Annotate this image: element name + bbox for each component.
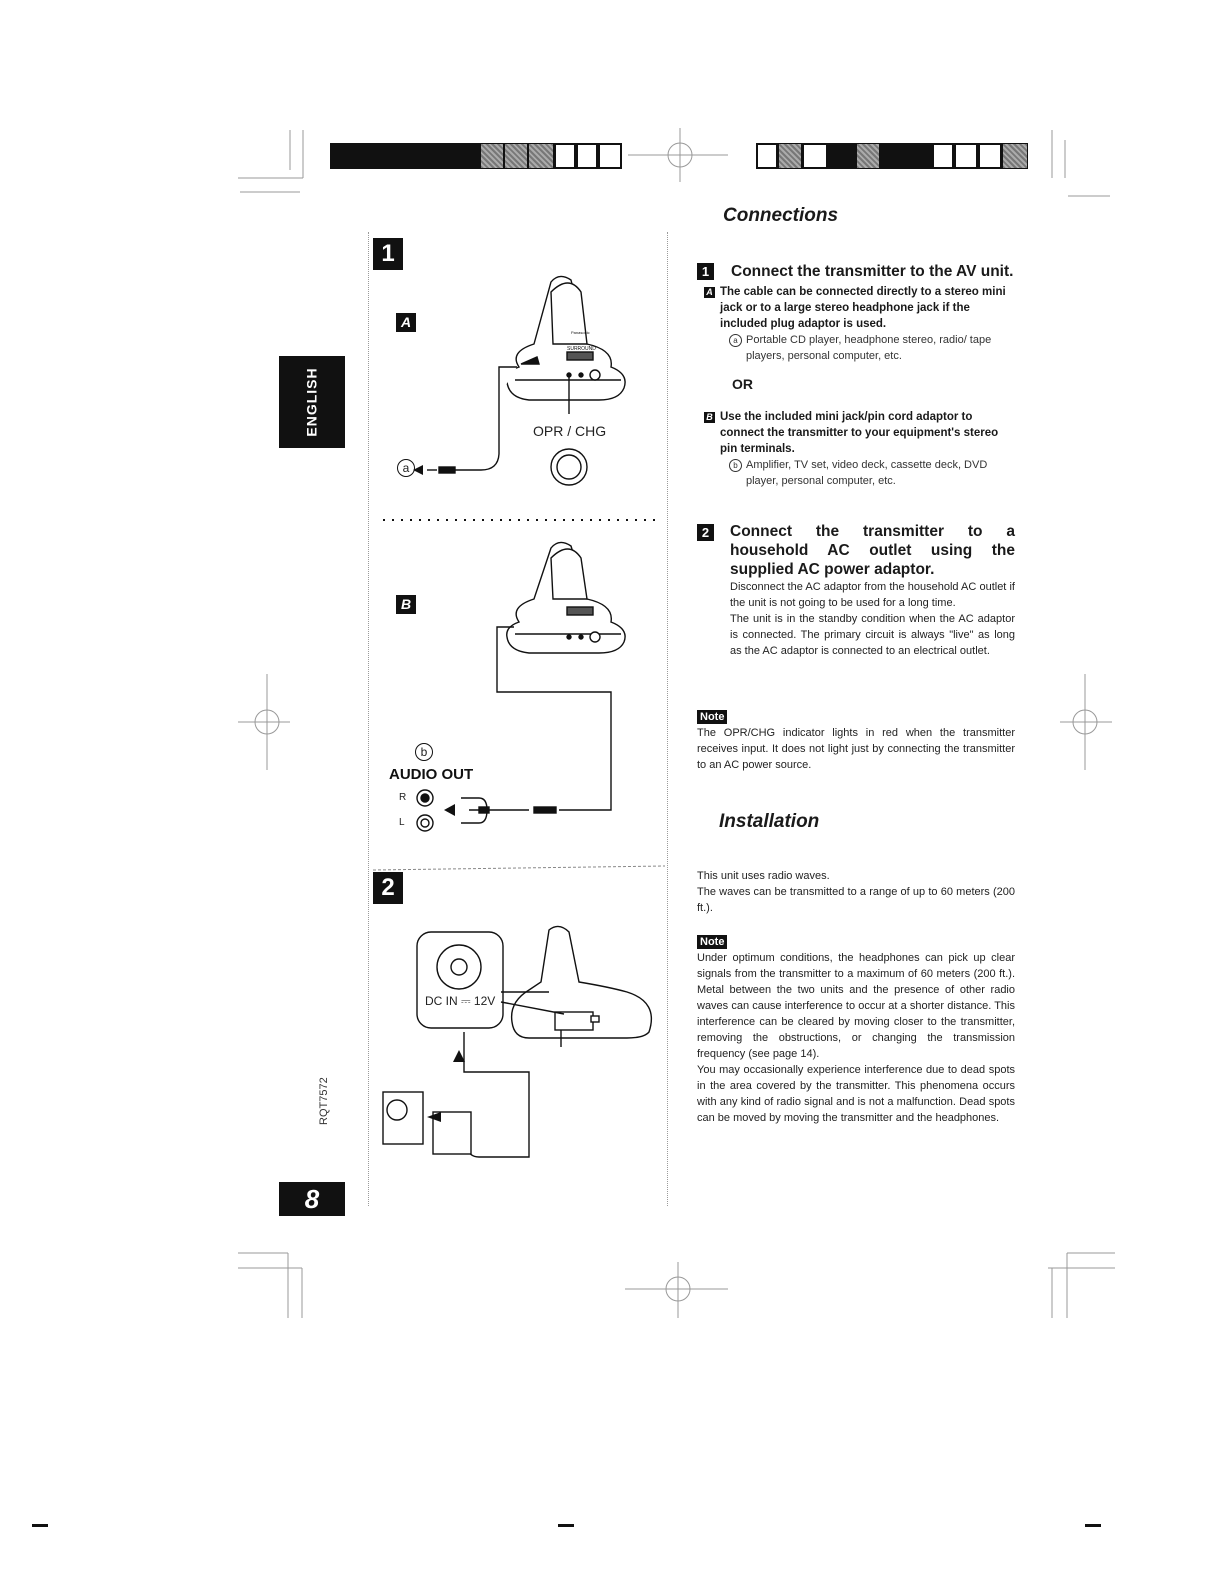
example-b-marker: b [729,459,742,472]
note-badge: Note [697,710,727,724]
r-label: R [399,792,407,803]
language-tab [279,356,345,448]
connections-note-text: The OPR/CHG indicator lights in red when the transmitter receives input. It does not light just by connecting the transmitter to an AC power source. [697,727,1015,771]
connections-note [697,707,1015,773]
installation-note [697,932,1015,1126]
or-label: OR [732,376,753,392]
installation-note-para1: Under optimum conditions, the headphones can pick up clear signals from the transmitter to a maximum of 60 meters (200 ft.). Metal between the two units and the presence of other radio waves can cause interference to occur at a shorter distance. This interference can be cleared by moving closer to the transmitter, removing the obstructions, or changing the transmission frequency (see page 14). [697,952,1015,1060]
installation-note-para2: You may occasionally experience interference due to dead spots in the area covered by the transmitter. This phenomena occurs with any kind of radio signal and is not a malfunction. Dead spots can be moved by moving the transmitter and the headphones. [697,1064,1015,1124]
installation-note-badge: Note [697,935,727,949]
panel-b-badge: B [400,596,412,612]
connections-title: Connections [723,205,839,226]
installation-para1: This unit uses radio waves. [697,870,830,882]
l-label: L [399,817,405,828]
installation-section [697,868,1015,916]
panel-a-badge: A [400,314,412,330]
step2-badge: 2 [381,874,395,901]
step2-section [697,522,1015,659]
step2-para1: Disconnect the AC adaptor from the household AC outlet if the unit is not going to be used for a long time. [730,581,1015,609]
brand-mark: Panasonic [571,330,590,335]
step1-a-text: The cable can be connected directly to a stereo mini jack or to a large stereo headphone jack if the included plug adaptor is used. [720,286,1006,330]
step1-section [697,262,1015,489]
installation-para2: The waves can be transmitted to a range of up to 60 meters (200 ft.). [697,886,1015,914]
connection-diagram [369,232,667,1206]
audio-out-label: AUDIO OUT [389,766,474,783]
surround-mark: SURROUND [567,346,596,352]
step1-a-badge: A [704,287,715,298]
page-number: 8 [279,1182,345,1216]
step1-badge: 1 [381,240,395,267]
step1-heading: Connect the transmitter to the AV unit. [731,263,1014,280]
marker-b: b [415,743,433,761]
opr-chg-label: OPR / CHG [533,423,607,439]
connection-figure [368,232,668,1206]
model-code: RQT7572 [318,1077,330,1125]
step1-b-text: Use the included mini jack/pin cord adaptor to connect the transmitter to your equipment's stereo pin terminals. [720,411,999,455]
step2-heading: Connect the transmitter to a household AC outlet using the supplied AC power adaptor. [730,523,1015,578]
step1-a-example: Portable CD player, headphone stereo, radio/ tape players, personal computer, etc. [746,334,992,362]
dc-in-label: DC IN ⎓ 12V [425,994,496,1008]
header-bar-right [756,143,1028,169]
step1-b-example: Amplifier, TV set, video deck, cassette deck, DVD player, personal computer, etc. [746,459,988,487]
step1-b-badge: B [704,412,715,423]
marker-a: a [397,459,415,477]
installation-title: Installation [719,811,820,832]
step1-number-badge: 1 [697,263,714,280]
example-a-marker: a [729,334,742,347]
step2-number-badge: 2 [697,524,714,541]
header-bar-left [330,143,622,169]
step2-para2: The unit is in the standby condition when the AC adaptor is connected. The primary circuit is always "live" as long as the AC adaptor is connected to an electrical outlet. [730,613,1015,657]
language-label: ENGLISH [304,367,321,437]
